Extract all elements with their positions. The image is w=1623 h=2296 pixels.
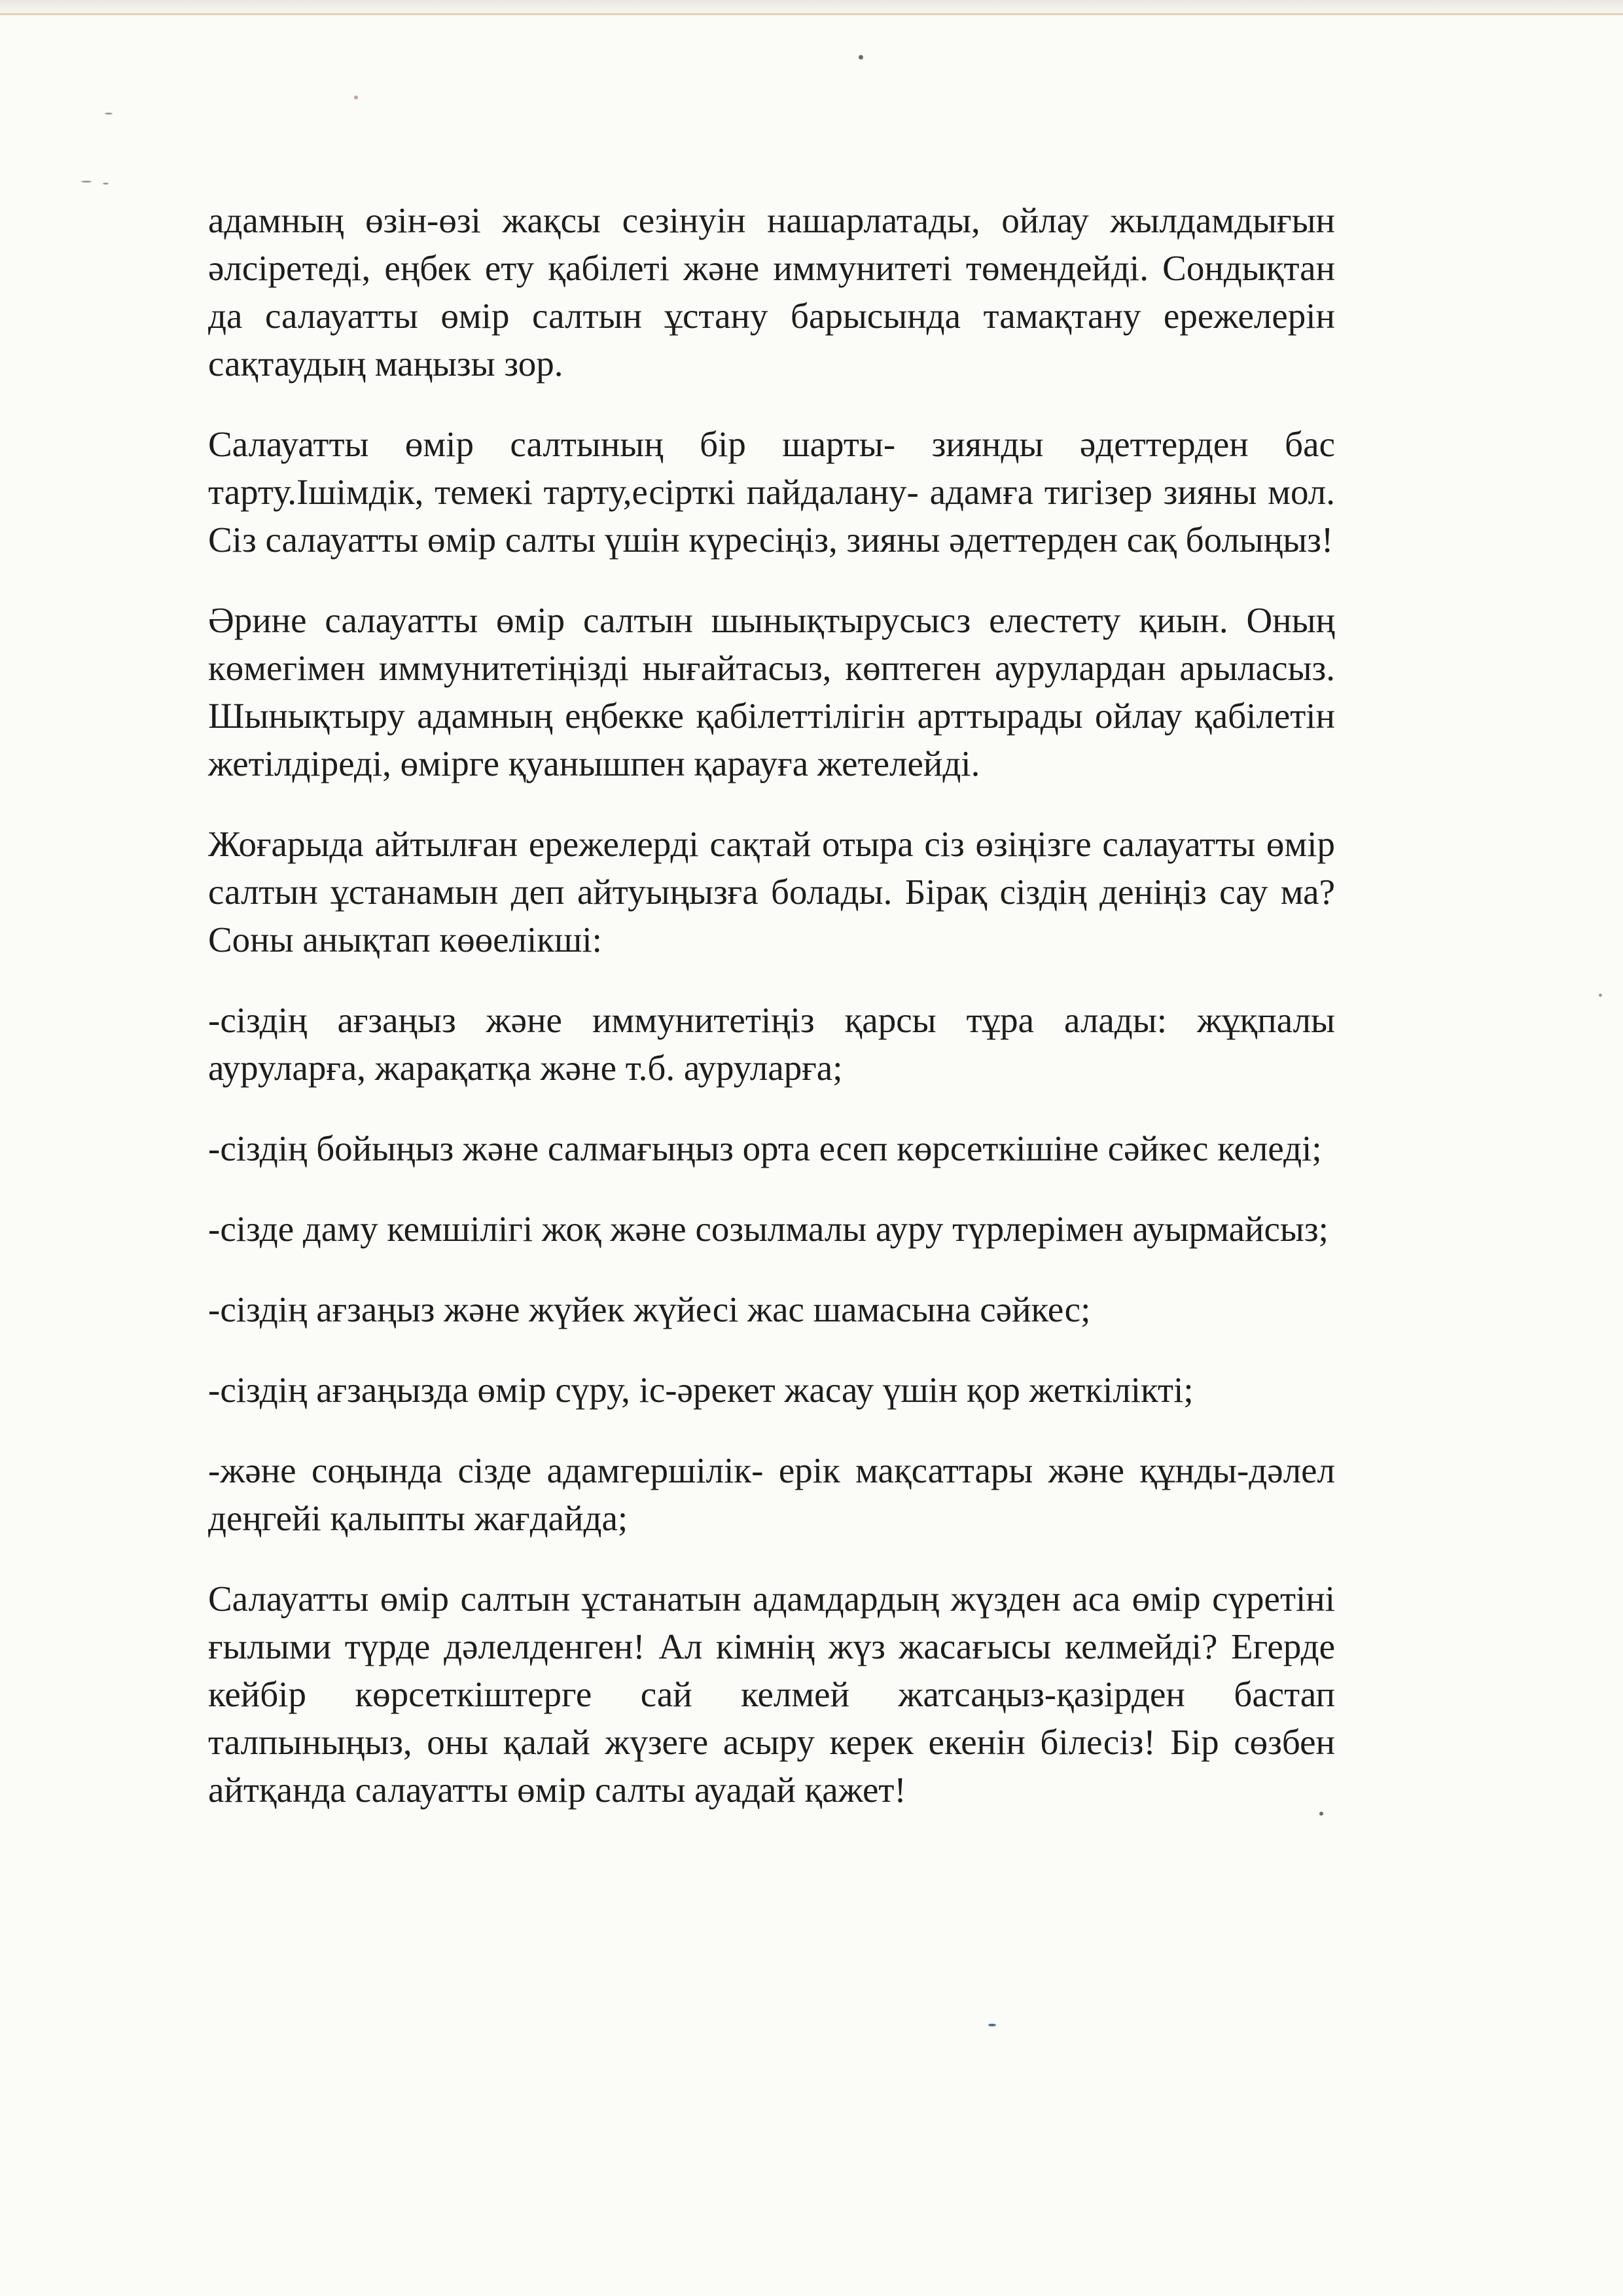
scan-speck bbox=[354, 96, 358, 99]
scan-speck bbox=[103, 183, 109, 185]
scan-speck bbox=[1599, 994, 1602, 997]
scan-speck bbox=[81, 181, 92, 183]
paragraph-harmful-habits: Салауатты өмір салтының бір шарты- зиянды әдеттерден бас тарту.Ішімдік, темекі тарту,есірткі пайдалану- адамға тигізер зияны мол. Сіз салауатты өмір салты үшін күресіңіз, зияны әдеттерден сақ болыңыз! bbox=[208, 424, 1335, 560]
paragraph-nutrition-effects: адамның өзін-өзі жақсы сезінуін нашарлатады, ойлау жылдамдығын әлсіретеді, еңбек ету қабілеті және иммунитеті төмендейді. Сондықтан да салауатты өмір салтын ұстану барысында тамақтану ережелерін сақтаудың маңызы зор. bbox=[208, 200, 1335, 384]
list-item-moral-goals: -және соңында сізде адамгершілік- ерік мақсаттары және құнды-дәлел деңгейі қалыпты жағдайда; bbox=[208, 1450, 1335, 1538]
list-item-chronic-disease: -сізде даму кемшілігі жоқ және созылмалы ауру түрлерімен ауырмайсыз; bbox=[208, 1209, 1329, 1249]
list-item-immunity: -сіздің ағзаңыз және иммунитетіңіз қарсы тұра алады: жұқпалы ауруларға, жарақатқа және т.б. ауруларға; bbox=[208, 1000, 1335, 1088]
paragraph-health-check-intro: Жоғарыда айтылған ережелерді сақтай отыра сіз өзіңізге салауатты өмір салтын ұстанамын деп айтуыңызға болады. Бірақ сіздің деніңіз сау ма? Соны анықтап көөелікші: bbox=[208, 824, 1335, 960]
page-top-rule bbox=[0, 13, 1623, 15]
paragraph-conclusion: Салауатты өмір салтын ұстанатын адамдардың жүзден аса өмір сүретіні ғылыми түрде дәлелденген! Ал кімнің жүз жасағысы келмейді? Егерде кейбір көрсеткіштерге сай келмей жатсаңыз-қазірден бастап талпыныңыз, оны қалай жүзеге асыру керек екенін білесіз! Бір сөзбен айтқанда салауатты өмір салты ауадай қажет! bbox=[208, 1579, 1335, 1810]
list-item-reserves: -сіздің ағзаңызда өмір сүру, іс-әрекет жасау үшін қор жеткілікті; bbox=[208, 1370, 1194, 1410]
paragraph-physical-training: Әрине салауатты өмір салтын шынықтырусысз елестету қиын. Оның көмегімен иммунитетіңізді нығайтасыз, көптеген аурулардан арыласыз. Шынықтыру адамның еңбекке қабілеттілігін арттырады ойлау қабілетін жетілдіреді, өмірге қуанышпен қарауға жетелейді. bbox=[208, 600, 1335, 783]
scan-speck bbox=[859, 55, 863, 60]
list-item-nervous-system: -сіздің ағзаңыз және жүйек жүйесі жас шамасына сәйкес; bbox=[208, 1289, 1091, 1329]
document-body bbox=[208, 196, 1335, 1846]
scan-speck bbox=[105, 113, 113, 115]
scan-speck bbox=[988, 2024, 996, 2026]
list-item-height-weight: -сіздің бойыңыз және салмағыңыз орта есеп көрсеткішіне сәйкес келеді; bbox=[208, 1128, 1322, 1168]
